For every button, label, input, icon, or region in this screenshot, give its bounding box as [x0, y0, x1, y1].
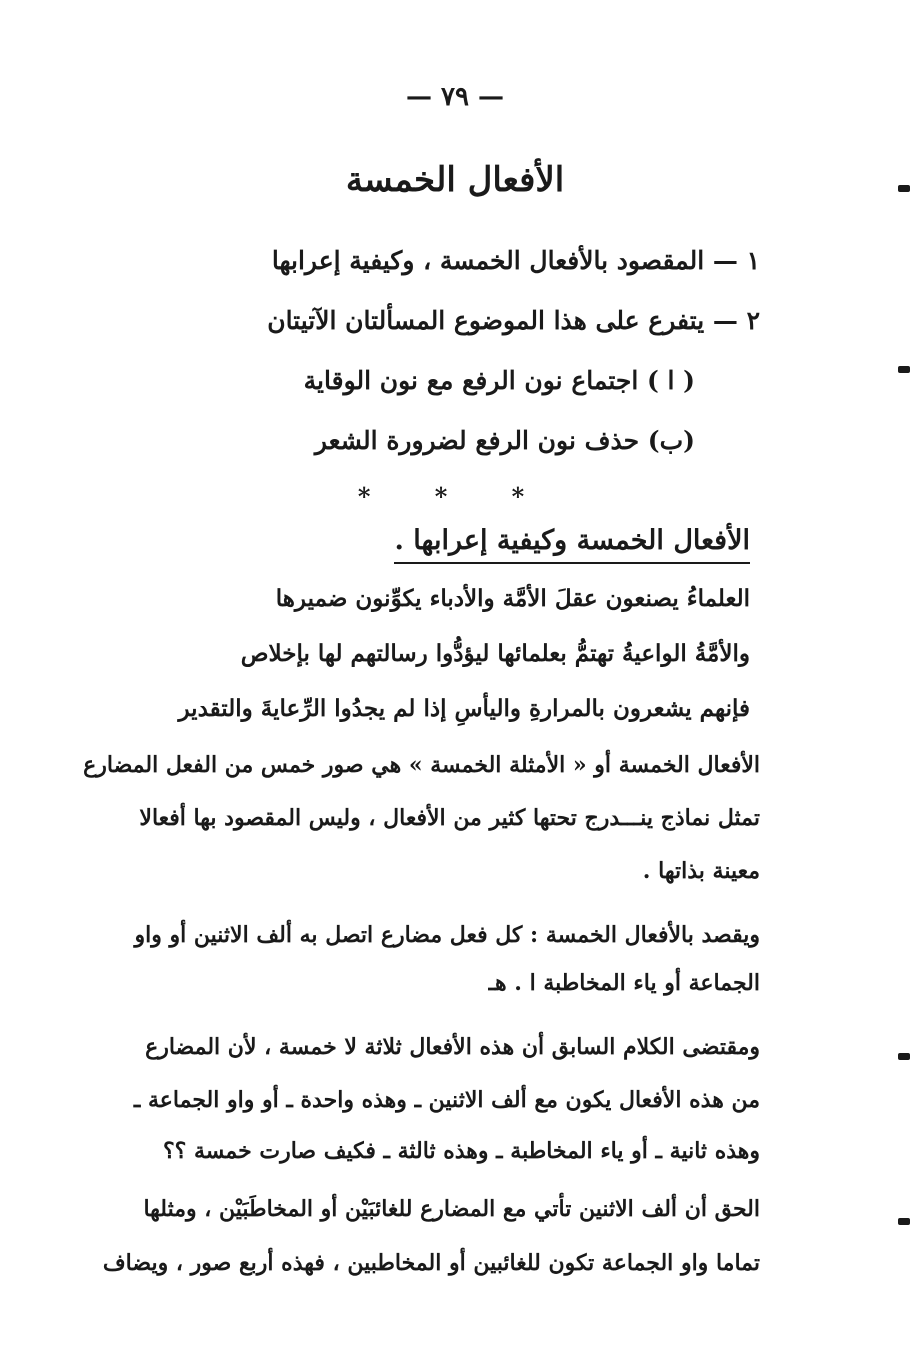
poem-line-2: والأمَّةُ الواعيةُ تهتمُّ بعلمائها ليؤدُّوا رسالتهم لها بإخلاص [240, 640, 750, 667]
outline-item-2: ٢ — يتفرع على هذا الموضوع المسألتان الآتيتان [267, 306, 760, 335]
paragraph-2-line-2: الجماعة أو ياء المخاطبة ا . هـ [488, 970, 760, 996]
paragraph-3-line-1: ومقتضى الكلام السابق أن هذه الأفعال ثلاثة لا خمسة ، لأن المضارع [145, 1034, 760, 1060]
paragraph-3-line-3: وهذه ثانية ـ أو ياء المخاطبة ـ وهذه ثالثة ـ فكيف صارت خمسة ؟؟ [162, 1138, 760, 1164]
paragraph-4-line-2: تماما واو الجماعة تكون للغائبين أو المخاطبين ، فهذه أربع صور ، ويضاف [102, 1250, 760, 1276]
edge-mark-3 [898, 1053, 910, 1060]
paragraph-1-line-1: الأفعال الخمسة أو « الأمثلة الخمسة » هي صور خمس من الفعل المضارع [83, 752, 760, 778]
poem-line-1: العلماءُ يصنعون عقلَ الأمَّة والأدباء يكوِّنون ضميرها [275, 585, 750, 612]
edge-mark-4 [898, 1218, 910, 1225]
outline-subitem-b: (ب) حذف نون الرفع لضرورة الشعر [314, 426, 695, 455]
page-number: — ٧٩ — [405, 82, 505, 112]
outline-subitem-a: ( ا ) اجتماع نون الرفع مع نون الوقاية [303, 366, 695, 395]
paragraph-3-line-2: من هذه الأفعال يكون مع ألف الاثنين ـ وهذه واحدة ـ أو واو الجماعة ـ [133, 1087, 760, 1113]
edge-mark-2 [898, 366, 910, 373]
poem-line-3: فإنهم يشعرون بالمرارةِ واليأسِ إذا لم يجدُوا الرِّعايةَ والتقدير [178, 695, 750, 722]
outline-item-1: ١ — المقصود بالأفعال الخمسة ، وكيفية إعرابها [271, 246, 760, 275]
paragraph-1-line-2: تمثل نماذج ينـــدرج تحتها كثير من الأفعال ، وليس المقصود بها أفعالا [139, 805, 760, 831]
edge-mark-1 [898, 185, 910, 192]
paragraph-4-line-1: الحق أن ألف الاثنين تأتي مع المضارع للغائبَيْن أو المخاطَبَيْن ، ومثلها [143, 1196, 760, 1222]
chapter-title: الأفعال الخمسة [345, 160, 565, 200]
paragraph-2-line-1: ويقصد بالأفعال الخمسة : كل فعل مضارع اتصل به ألف الاثنين أو واو [134, 922, 760, 948]
section-separator: * * * [357, 482, 553, 511]
section-heading: الأفعال الخمسة وكيفية إعرابها . [394, 525, 750, 564]
paragraph-1-line-3: معينة بذاتها . [642, 858, 760, 884]
